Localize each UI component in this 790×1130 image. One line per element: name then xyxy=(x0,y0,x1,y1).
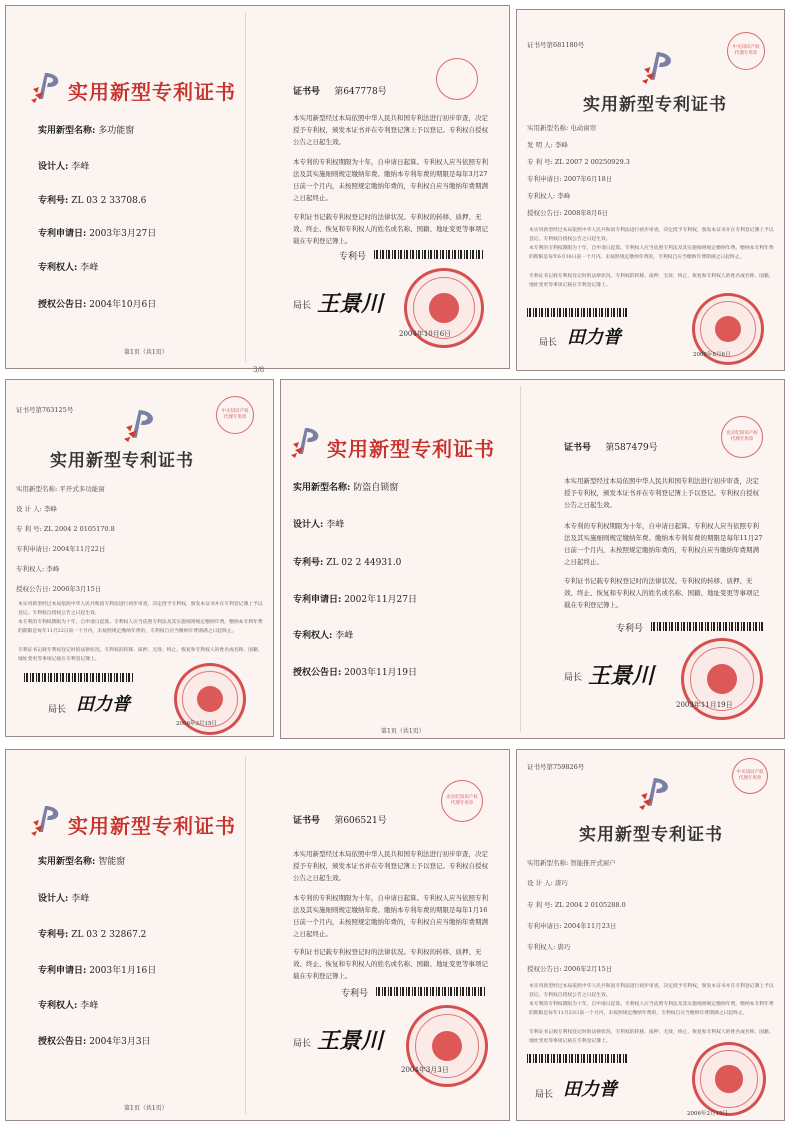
agency-stamp: 北京纪知识产权 代理专用章 xyxy=(721,416,763,458)
field-name: 实用新型名称: 平开式多功能窗 xyxy=(16,485,105,493)
field-patentee: 专利权人: 李峰 xyxy=(38,263,99,273)
director-signature: 王景川 xyxy=(317,1028,384,1054)
paragraph-2: 本专利的专利权期限为十年，自申请日起算。专利权人应当依照专利法及其实施细则规定缴纳年费。缴纳本专利年费的期限是每年11月22日前一个月内，未按照规定缴纳年费的，专利权自应当缴纳年费期满之日起终止。 xyxy=(18,620,263,634)
paragraph-1: 本实用新型经过本局依照中华人民共和国专利法进行初步审查，决定授予专利权，颁发本证书并在专利登记簿上予以登记。专利权自授权公告之日起生效。 xyxy=(293,114,488,146)
field-grant-date: 授权公告日: 2004年10月6日 xyxy=(38,300,157,310)
paragraph-1: 本实用新型经过本局依照中华人民共和国专利法进行初步审查，决定授予专利权，颁发本证书并在专利登记簿上予以登记。专利权自授权公告之日起生效。 xyxy=(18,602,263,616)
certificate-3 xyxy=(5,379,274,737)
field-filing-date: 专利申请日: 2004年11月23日 xyxy=(527,922,617,930)
certificate-1 xyxy=(5,5,510,369)
director-label: 局长 xyxy=(293,1039,312,1049)
page-footer: 3/8 xyxy=(253,366,265,374)
seal-date: 2004年3月3日 xyxy=(401,1066,449,1074)
barcode xyxy=(651,622,763,631)
director-signature: 田力普 xyxy=(563,1079,617,1100)
field-patentee: 专利权人: 唐巧 xyxy=(527,943,571,951)
paragraph-2: 本专利的专利权期限为十年，自申请日起算。专利权人应当依照专利法及其实施细则规定缴纳年费。缴纳本专利年费的期限是每年11月23日前一个月内，未按照规定缴纳年费的，专利权自应当缴纳年费期满之日起终止。 xyxy=(529,1002,774,1016)
certificate-6 xyxy=(516,749,785,1121)
director-signature: 王景川 xyxy=(317,291,384,317)
field-name: 实用新型名称: 多功能窗 xyxy=(38,126,135,136)
paragraph-3: 专利证书记载专利权登记时的法律状况。专利权的转移、质押、无效、终止、恢复和专利权人的姓名或名称、国籍、地址变更等事项记载在专利登记簿上。 xyxy=(529,1030,774,1044)
certificate-number: 证书号第763125号 xyxy=(16,406,74,414)
director-label: 局长 xyxy=(539,338,558,348)
paragraph-2: 本专利的专利权期限为十年，自申请日起算。专利权人应当依照专利法及其实施细则规定缴纳年费。缴纳本专利年费的期限是每年11月27日前一个月内，未按照规定缴纳年费的，专利权自应当缴纳年费期满之日起终止。 xyxy=(564,522,763,566)
agency-stamp: 中关知识产权 代理专用章 xyxy=(216,396,254,434)
seal-date: 2006年2月15日 xyxy=(687,1111,728,1117)
certificate-number: 证书号第759826号 xyxy=(527,763,585,771)
serial-label: 专利号 xyxy=(341,989,369,999)
field-grant-date: 授权公告日: 2006年3月15日 xyxy=(16,585,102,593)
agency-stamp: 北京纪知识产权 代理专用章 xyxy=(441,780,483,822)
field-name: 实用新型名称: 电动窗帘 xyxy=(527,124,597,132)
field-filing-date: 专利申请日: 2004年11月22日 xyxy=(16,545,106,553)
field-patent-no: 专 利 号: ZL 2004 2 0105170.8 xyxy=(16,525,115,533)
page-number: 第1页（共1页） xyxy=(124,1105,168,1112)
paragraph-2: 本专利的专利权期限为十年，自申请日起算。专利权人应当依照专利法及其实施细则规定缴纳年费。缴纳本专利年费的期限是每年6月18日前一个月内。未按照规定缴纳年费的，专利权自应当缴纳年费期满之日起终止。 xyxy=(529,246,774,260)
field-patentee: 专利权人: 李峰 xyxy=(38,1001,99,1011)
barcode xyxy=(374,250,484,259)
page-number: 第1页（共1页） xyxy=(124,349,168,356)
page-number: 第1页（共1页） xyxy=(381,728,425,735)
field-name: 实用新型名称: 智能窗 xyxy=(38,857,126,867)
field-patent-no: 专利号: ZL 03 2 32867.2 xyxy=(38,930,147,940)
field-name: 实用新型名称: 防盗自锁窗 xyxy=(293,483,399,493)
field-grant-date: 授权公告日: 2003年11月19日 xyxy=(293,668,418,678)
paragraph-2: 本专利的专利权期限为十年，自申请日起算。专利权人应当依照专利法及其实施细则规定缴纳年费。缴纳本专利年费的期限是每年3月27日前一个月内，未按照规定缴纳年费的，专利权自应当缴纳年费期满之日起终止。 xyxy=(293,158,488,202)
director-label: 局长 xyxy=(293,301,312,311)
paragraph-3: 专利证书记载专利权登记时的法律状况。专利权的转移、质押、无效、终止、恢复和专利权人的姓名或名称、国籍、地址变更等事项记载在专利登记簿上。 xyxy=(18,648,263,662)
director-signature: 田力普 xyxy=(567,327,621,348)
seal-date: 2004年10月6日 xyxy=(399,330,452,338)
seal-date: 2006年3月15日 xyxy=(176,721,217,727)
certificate-number: 证书号第681180号 xyxy=(527,41,585,49)
paragraph-1: 本实用新型经过本局依照中华人民共和国专利法进行初步审查，决定授予专利权，颁发本证书并在专利登记簿上予以登记。专利权自授权公告之日起生效。 xyxy=(529,984,774,998)
paragraph-1: 本实用新型经过本局依照中华人民共和国专利法进行初步审查，决定授予专利权，颁发本证书并在专利登记簿上予以登记。专利权自授权公告之日起生效。 xyxy=(293,850,488,882)
director-label: 局长 xyxy=(48,705,67,715)
paragraph-3: 专利证书记载专利权登记时的法律状况。专利权的转移、质押、无效、终止、恢复和专利权人的姓名或名称、国籍、地址变更等事项记载在专利登记簿上。 xyxy=(564,577,759,609)
certificate-title: 实用新型专利证书 xyxy=(579,825,723,845)
director-label: 局长 xyxy=(535,1090,554,1100)
field-patentee: 专利权人: 李峰 xyxy=(293,631,354,641)
agency-stamp xyxy=(436,58,478,100)
barcode xyxy=(527,308,627,317)
field-filing-date: 专利申请日: 2003年3月27日 xyxy=(38,229,157,239)
certificate-title: 实用新型专利证书 xyxy=(327,437,495,461)
field-designer: 设 计 人: 唐巧 xyxy=(527,879,568,887)
field-filing-date: 专利申请日: 2002年11月27日 xyxy=(293,595,418,605)
field-patent-no: 专利号: ZL 03 2 33708.6 xyxy=(38,196,147,206)
patent-office-logo-icon xyxy=(291,424,325,458)
paragraph-3: 专利证书记载专利权登记时的法律状况。专利权的转移、质押、无效、终止、恢复和专利权人的姓名或名称、国籍、地址变更等事项记载在专利登记簿上。 xyxy=(293,213,488,245)
certificate-title: 实用新型专利证书 xyxy=(50,451,194,471)
paragraph-1: 本实用新型经过本局依照中华人民共和国专利法进行初步审查，决定授予专利权，颁发本证书并在专利登记簿上予以登记。专利权自授权公告之日起生效。 xyxy=(529,228,774,242)
patent-office-logo-icon xyxy=(31,802,65,836)
barcode xyxy=(24,673,134,682)
paragraph-3: 专利证书记载专利权登记时的法律状况。专利权的转移、质押、无效、终止、恢复和专利权人的姓名或名称、国籍、地址变更等事项记载在专利登记簿上。 xyxy=(529,274,774,288)
serial-label: 专利号 xyxy=(616,624,644,634)
serial-label: 专利号 xyxy=(339,252,367,262)
paragraph-1: 本实用新型经过本局依照中华人民共和国专利法进行初步审查，决定授予专利权，颁发本证书并在专利登记簿上予以登记。专利权自授权公告之日起生效。 xyxy=(564,477,759,509)
agency-stamp: 中关知识产权 代理专用章 xyxy=(732,758,768,794)
field-filing-date: 专利申请日: 2007年6月18日 xyxy=(527,175,613,183)
paragraph-2: 本专利的专利权期限为十年，自申请日起算。专利权人应当依照专利法及其实施细则规定缴纳年费。缴纳本专利年费的期限是每年1月16日前一个月内，未按照规定缴纳年费的，专利权自应当缴纳年费期满之日起终止。 xyxy=(293,894,488,938)
field-patent-no: 专 利 号: ZL 2007 2 00250929.3 xyxy=(527,158,630,166)
agency-stamp: 中关知识产权 代理专用章 xyxy=(727,32,765,70)
patent-office-logo-icon xyxy=(124,406,160,442)
field-grant-date: 授权公告日: 2006年2月15日 xyxy=(527,965,613,973)
field-inventor: 发 明 人: 李峰 xyxy=(527,141,568,149)
field-grant-date: 授权公告日: 2004年3月3日 xyxy=(38,1037,151,1047)
field-designer: 设计人: 李峰 xyxy=(38,162,90,172)
certificate-title: 实用新型专利证书 xyxy=(68,80,236,104)
patent-office-logo-icon xyxy=(642,48,678,84)
national-seal-icon xyxy=(692,1042,766,1116)
certificate-title: 实用新型专利证书 xyxy=(583,95,727,115)
certificate-title: 实用新型专利证书 xyxy=(68,814,236,838)
certificate-number: 证书号 第606521号 xyxy=(293,816,387,826)
field-patentee: 专利权人: 李峰 xyxy=(527,192,571,200)
field-name: 实用新型名称: 智能推开式窗户 xyxy=(527,859,616,867)
certificate-number: 证书号 第587479号 xyxy=(564,443,658,453)
field-grant-date: 授权公告日: 2008年8月6日 xyxy=(527,209,609,217)
field-designer: 设 计 人: 李峰 xyxy=(16,505,57,513)
seal-date: 2003年11月19日 xyxy=(676,701,733,709)
director-signature: 王景川 xyxy=(588,663,655,689)
certificate-2 xyxy=(516,9,785,371)
patent-office-logo-icon xyxy=(639,774,675,810)
certificate-number: 证书号 第647778号 xyxy=(293,87,387,97)
patent-office-logo-icon xyxy=(31,69,65,103)
field-designer: 设计人: 李峰 xyxy=(38,894,90,904)
barcode xyxy=(527,1054,627,1063)
field-patent-no: 专 利 号: ZL 2004 2 0105288.0 xyxy=(527,901,626,909)
certificate-5 xyxy=(5,749,510,1121)
seal-date: 2008年8月6日 xyxy=(693,352,731,358)
barcode xyxy=(376,987,486,996)
paragraph-3: 专利证书记载专利权登记时的法律状况。专利权的转移、质押、无效、终止、恢复和专利权人的姓名或名称、国籍、地址变更等事项记载在专利登记簿上。 xyxy=(293,948,488,980)
field-designer: 设计人: 李峰 xyxy=(293,520,345,530)
field-patent-no: 专利号: ZL 02 2 44931.0 xyxy=(293,558,402,568)
field-filing-date: 专利申请日: 2003年1月16日 xyxy=(38,966,157,976)
director-signature: 田力普 xyxy=(76,694,130,715)
certificate-4 xyxy=(280,379,785,739)
field-patentee: 专利权人: 李峰 xyxy=(16,565,60,573)
director-label: 局长 xyxy=(564,673,583,683)
